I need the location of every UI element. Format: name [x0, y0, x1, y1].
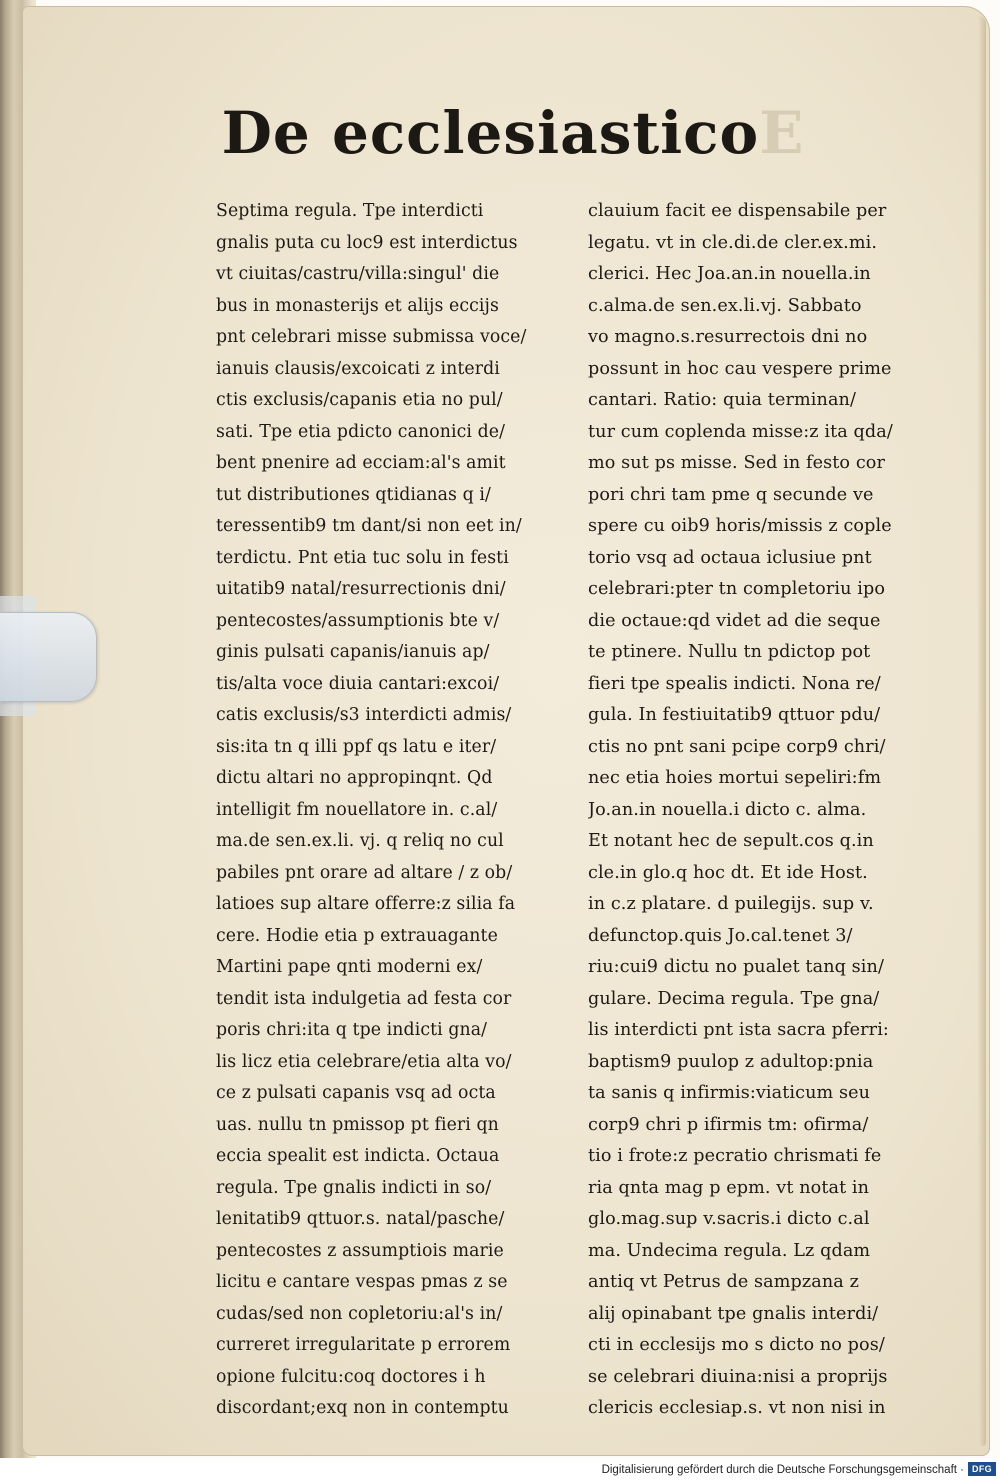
left-column-line: bent pnenire ad ecciam:al's amit: [216, 453, 506, 473]
right-column-line: mo sut ps misse. Sed in festo cor: [588, 453, 885, 473]
left-column-line: pabiles pnt orare ad altare / z ob/: [216, 862, 513, 883]
left-column-line: ctis exclusis/capanis etia no pul/: [216, 390, 503, 410]
right-column-line: lis interdicti pnt ista sacra pferri:: [588, 1020, 889, 1040]
left-column-line: sati. Tpe etia pdicto canonici de/: [216, 421, 505, 442]
dfg-logo: DFG: [968, 1462, 996, 1476]
text-columns: [216, 196, 936, 1418]
right-column-line: pori chri tam pme q secunde ve: [588, 484, 874, 505]
right-column-line: glo.mag.sup v.sacris.i dicto c.al: [588, 1209, 870, 1229]
running-title: [26, 99, 1000, 167]
digitization-footer: [0, 1458, 1000, 1480]
left-column-line: catis exclusis/s3 interdicti admis/: [216, 705, 512, 725]
right-column-line: ma. Undecima regula. Lz qdam: [588, 1240, 871, 1261]
right-column-line: gula. In festiuitatib9 qttuor pdu/: [588, 705, 881, 725]
right-column-line: vo magno.s.resurrectois dni no: [588, 327, 868, 347]
funding-credit: Digitalisierung gefördert durch die Deutsche Forschungsgemeinschaft ·: [601, 1464, 964, 1476]
left-column-line: vt ciuitas/castru/villa:singul' die: [216, 264, 500, 284]
right-column-line: cantari. Ratio: quia terminan/: [588, 390, 856, 410]
left-column-line: eccia spealit est indicta. Octaua: [216, 1146, 500, 1166]
right-text-column: [588, 196, 938, 1418]
right-column-line: baptism9 puulop z adultop:pnia: [588, 1051, 874, 1072]
right-column-line: die octaue:qd videt ad die seque: [588, 610, 881, 631]
right-column-line: gulare. Decima regula. Tpe gna/: [588, 988, 880, 1009]
right-column-line: ctis no pnt sani pcipe corp9 chri/: [588, 736, 886, 757]
left-column-line: uas. nullu tn pmissop pt fieri qn: [216, 1114, 499, 1135]
right-column-line: spere cu oib9 horis/missis z cople: [588, 516, 892, 536]
right-column-line: Et notant hec de sepult.cos q.in: [588, 831, 874, 851]
left-column-line: ginis pulsati capanis/ianuis ap/: [216, 642, 490, 662]
left-column-line: latioes sup altare offerre:z silia fa: [216, 894, 516, 914]
left-column-line: pentecostes z assumptiois marie: [216, 1240, 504, 1261]
left-column-line: Martini pape qnti moderni ex/: [216, 957, 483, 977]
running-title-text: De ecclesiastico: [221, 99, 760, 167]
left-column-line: opione fulcitu:coq doctores i h: [216, 1366, 486, 1387]
left-column-line: licitu e cantare vespas pmas z se: [216, 1272, 508, 1292]
left-column-line: uitatib9 natal/resurrectionis dni/: [216, 579, 506, 599]
right-column-line: possunt in hoc cau vespere prime: [588, 358, 892, 379]
right-column-line: se celebrari diuina:nisi a proprijs: [588, 1366, 888, 1387]
show-through-letter: E: [759, 99, 805, 167]
left-column-line: ianuis clausis/excoicati z interdi: [216, 358, 500, 379]
left-column-line: Septima regula. Tpe interdicti: [216, 201, 484, 221]
left-column-line: gnalis puta cu loc9 est interdictus: [216, 232, 518, 253]
right-column-line: c.alma.de sen.ex.li.vj. Sabbato: [588, 295, 862, 316]
left-column-line: ce z pulsati capanis vsq ad octa: [216, 1083, 496, 1103]
left-column-line: pentecostes/assumptionis bte v/: [216, 610, 500, 631]
right-column-line: te ptinere. Nullu tn pdictop pot: [588, 642, 871, 662]
right-column-line: clauium facit ee dispensabile per: [588, 201, 887, 221]
left-column-line: tut distributiones qtidianas q i/: [216, 484, 491, 505]
right-column-line: cti in ecclesijs mo s dicto no pos/: [588, 1335, 885, 1355]
right-column-line: alij opinabant tpe gnalis interdi/: [588, 1303, 879, 1324]
right-column-line: riu:cui9 dictu no pualet tanq sin/: [588, 957, 884, 977]
right-column-line: in c.z platare. d puilegijs. sup v.: [588, 894, 874, 914]
left-column-line: pnt celebrari misse submissa voce/: [216, 327, 527, 347]
right-column-line: defunctop.quis Jo.cal.tenet 3/: [588, 925, 853, 946]
right-column-line: ta sanis q infirmis:viaticum seu: [588, 1083, 871, 1103]
right-column-line: corp9 chri p ifirmis tm: ofirma/: [588, 1114, 869, 1135]
left-column-line: dictu altari no appropinqnt. Qd: [216, 768, 493, 788]
right-column-line: tur cum coplenda misse:z ita qda/: [588, 421, 893, 442]
right-column-line: ria qnta mag p epm. vt notat in: [588, 1177, 870, 1198]
left-column-line: poris chri:ita q tpe indicti gna/: [216, 1020, 488, 1040]
right-column-line: fieri tpe spealis indicti. Nona re/: [588, 673, 881, 694]
right-column-line: tio i frote:z pecratio chrismati fe: [588, 1146, 882, 1166]
left-column-line: lenitatib9 qttuor.s. natal/pasche/: [216, 1209, 505, 1229]
left-column-line: tendit ista indulgetia ad festa cor: [216, 988, 512, 1009]
right-column-line: legatu. vt in cle.di.de cler.ex.mi.: [588, 232, 878, 253]
right-column-line: torio vsq ad octaua iclusiue pnt: [588, 547, 872, 568]
left-column-line: curreret irregularitate p errorem: [216, 1335, 511, 1355]
plastic-clip-tab: [0, 612, 97, 702]
right-column-line: Jo.an.in nouella.i dicto c. alma.: [588, 799, 867, 820]
left-column-line: cudas/sed non copletoriu:al's in/: [216, 1303, 503, 1324]
right-column-line: clericis ecclesiap.s. vt non nisi in: [588, 1398, 886, 1418]
page-fore-edge: [978, 16, 986, 1446]
left-column-line: ma.de sen.ex.li. vj. q reliq no cul: [216, 831, 504, 851]
right-column-line: celebrari:pter tn completoriu ipo: [588, 579, 886, 599]
left-column-line: discordant;exq non in contemptu: [216, 1398, 509, 1418]
left-column-line: cere. Hodie etia p extrauagante: [216, 925, 498, 946]
left-column-line: lis licz etia celebrare/etia alta vo/: [216, 1051, 512, 1072]
left-column-line: sis:ita tn q illi ppf qs latu e iter/: [216, 736, 497, 757]
left-text-column: [216, 196, 576, 1418]
right-column-line: antiq vt Petrus de sampzana z: [588, 1272, 859, 1292]
left-column-line: teressentib9 tm dant/si non eet in/: [216, 516, 522, 536]
left-column-line: regula. Tpe gnalis indicti in so/: [216, 1177, 492, 1198]
left-column-line: bus in monasterijs et alijs eccijs: [216, 295, 499, 316]
right-column-line: clerici. Hec Joa.an.in nouella.in: [588, 264, 871, 284]
left-column-line: intelligit fm nouellatore in. c.al/: [216, 799, 498, 820]
left-column-line: terdictu. Pnt etia tuc solu in festi: [216, 547, 509, 568]
right-column-line: cle.in glo.q hoc dt. Et ide Host.: [588, 862, 868, 883]
right-column-line: nec etia hoies mortui sepeliri:fm: [588, 768, 882, 788]
left-column-line: tis/alta voce diuia cantari:excoi/: [216, 673, 500, 694]
